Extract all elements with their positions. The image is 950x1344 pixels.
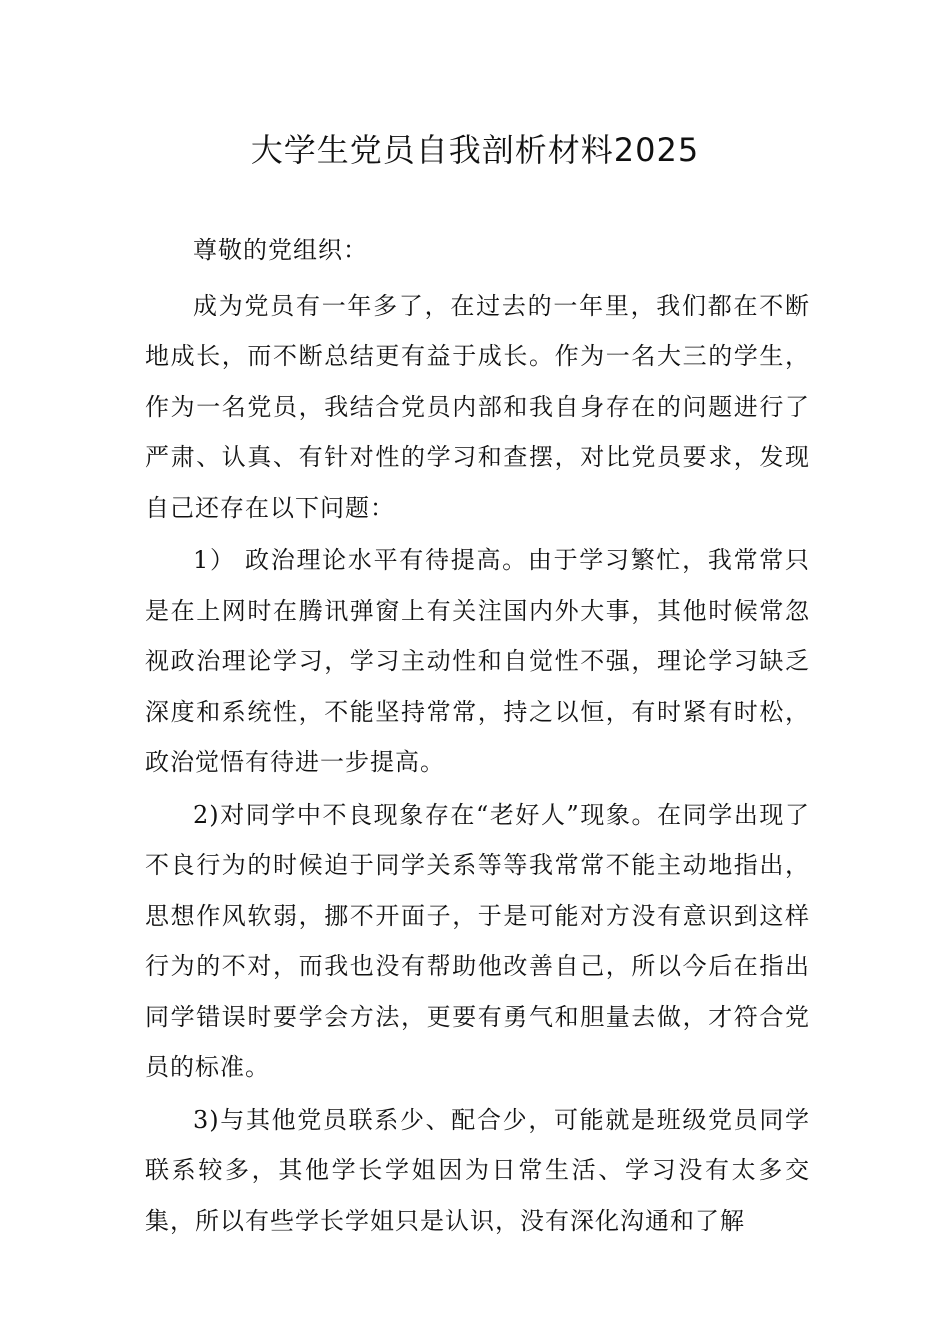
paragraph-issue-3: 3)与其他党员联系少、配合少，可能就是班级党员同学联系较多，其他学长学姐因为日常生活、学习没有太多交集，所以有些学长学姐只是认识，没有深化沟通和了解 <box>145 1105 810 1235</box>
paragraph-intro: 成为党员有一年多了，在过去的一年里，我们都在不断地成长，而不断总结更有益于成长。作为一名大三的学生，作为一名党员，我结合党员内部和我自身存在的问题进行了严肃、认真、有针对性的学习和查摆，对比党员要求，发现自己还存在以下问题： <box>145 291 810 522</box>
salutation: 尊敬的党组织： <box>193 236 368 264</box>
document-title: 大学生党员自我剖析材料2025 <box>250 131 700 169</box>
paragraph-issue-2: 2)对同学中不良现象存在“老好人”现象。在同学出现了不良行为的时候迫于同学关系等等我常常不能主动地指出，思想作风软弱，挪不开面子，于是可能对方没有意识到这样行为的不对，而我也没有帮助他改善自己，所以今后在指出同学错误时要学会方法，更要有勇气和胆量去做，才符合党员的标准。 <box>145 800 810 1081</box>
paragraph-issue-1: 1） 政治理论水平有待提高。由于学习繁忙，我常常只是在上网时在腾讯弹窗上有关注国内外大事，其他时候常忽视政治理论学习，学习主动性和自觉性不强，理论学习缺乏深度和系统性，不能坚持常常，持之以恒，有时紧有时松，政治觉悟有待进一步提高。 <box>145 546 810 776</box>
document-body <box>145 225 810 1246</box>
